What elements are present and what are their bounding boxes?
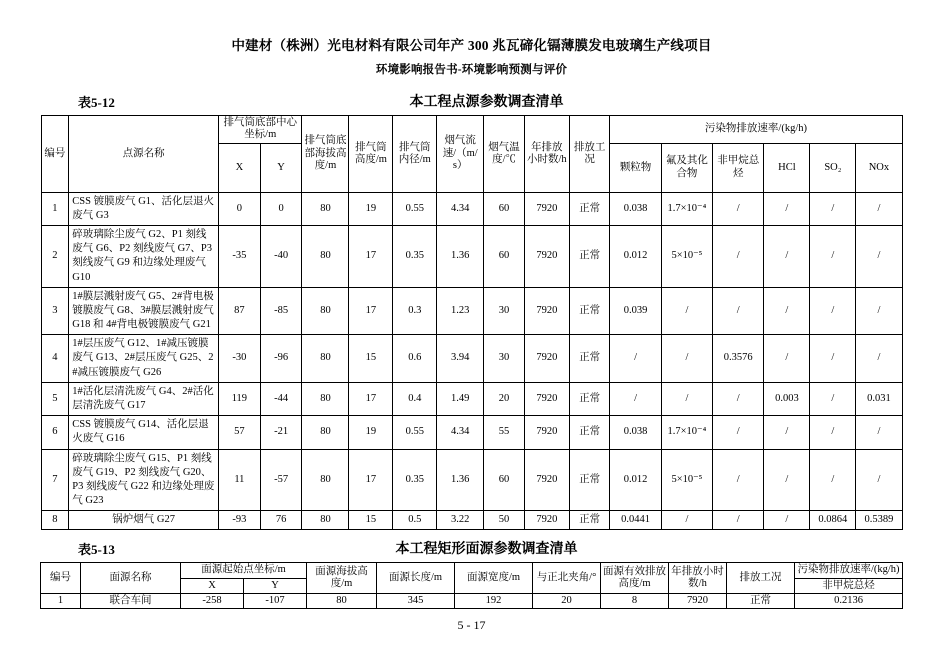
table-row <box>41 511 902 530</box>
th-so2: SO₂ <box>810 143 856 192</box>
cell-hours: 7920 <box>524 335 569 383</box>
cell-so2: / <box>810 449 856 511</box>
cell-so2: / <box>810 192 856 225</box>
page-number: 5 - 17 <box>457 618 486 632</box>
cell-condition: 正常 <box>569 287 610 335</box>
cell-altitude: 80 <box>302 287 349 335</box>
cell-index: 5 <box>41 382 69 415</box>
th2-angle: 与正北夹角/° <box>533 563 601 594</box>
cell-particles: 0.038 <box>610 192 661 225</box>
cell-nmhc: 0.3576 <box>713 335 764 383</box>
table2-caption <box>0 538 943 558</box>
cell-index: 7 <box>41 449 69 511</box>
cell-nox: / <box>856 287 902 335</box>
cell-x: -93 <box>219 511 261 530</box>
cell-index: 8 <box>41 511 69 530</box>
cell-stack-height: 19 <box>349 416 393 449</box>
cell-hours: 7920 <box>524 226 569 288</box>
cell-so2: / <box>810 335 856 383</box>
cell-nox: / <box>856 416 902 449</box>
cell-fluoride: / <box>661 287 712 335</box>
th2-length: 面源长度/m <box>377 563 455 594</box>
cell-fluoride: / <box>661 382 712 415</box>
th-name: 点源名称 <box>69 116 219 193</box>
cell-hours: 7920 <box>524 287 569 335</box>
cell-hours: 7920 <box>524 192 569 225</box>
page-header <box>0 0 943 77</box>
cell-nmhc: / <box>713 449 764 511</box>
cell-particles: 0.038 <box>610 416 661 449</box>
cell-temperature: 30 <box>484 287 525 335</box>
cell-x: -30 <box>219 335 261 383</box>
cell-velocity: 1.36 <box>437 449 484 511</box>
cell-velocity: 1.23 <box>437 287 484 335</box>
cell2-nmhc: 0.2136 <box>795 594 903 609</box>
cell-nox: / <box>856 335 902 383</box>
cell-temperature: 60 <box>484 192 525 225</box>
cell-x: 11 <box>219 449 261 511</box>
table1-title: 本工程点源参数调查清单 <box>409 95 564 110</box>
table2-body <box>41 594 903 609</box>
table-row <box>41 192 902 225</box>
cell-altitude: 80 <box>302 449 349 511</box>
cell-stack-diameter: 0.5 <box>393 511 437 530</box>
th-hcl: HCl <box>764 143 810 192</box>
cell2-x: -258 <box>181 594 244 609</box>
cell-particles: / <box>610 335 661 383</box>
cell-velocity: 3.22 <box>437 511 484 530</box>
cell-x: -35 <box>219 226 261 288</box>
cell-index: 6 <box>41 416 69 449</box>
cell-velocity: 4.34 <box>437 416 484 449</box>
cell-condition: 正常 <box>569 192 610 225</box>
cell-name: 锅炉烟气 G27 <box>69 511 219 530</box>
table-row <box>41 287 902 335</box>
cell-hcl: / <box>764 226 810 288</box>
th-coord-group: 排气筒底部中心坐标/m <box>219 116 302 144</box>
cell2-altitude: 80 <box>307 594 377 609</box>
th2-rate-group: 污染物排放速率/(kg/h) <box>795 563 903 578</box>
cell-stack-diameter: 0.6 <box>393 335 437 383</box>
cell-condition: 正常 <box>569 416 610 449</box>
cell-fluoride: / <box>661 511 712 530</box>
cell-particles: 0.039 <box>610 287 661 335</box>
cell-condition: 正常 <box>569 449 610 511</box>
cell-nmhc: / <box>713 511 764 530</box>
th-altitude: 排气筒底部海拔高度/m <box>302 116 349 193</box>
th2-width: 面源宽度/m <box>455 563 533 594</box>
cell-y: -57 <box>260 449 302 511</box>
cell-condition: 正常 <box>569 382 610 415</box>
cell-altitude: 80 <box>302 416 349 449</box>
cell-name: 碎玻璃除尘废气 G15、P1 刻线废气 G19、P2 刻线废气 G20、P3 刻线废气 G22 和边缘处理废气 G23 <box>69 449 219 511</box>
th2-eff-height: 面源有效排放高度/m <box>601 563 669 594</box>
cell-condition: 正常 <box>569 226 610 288</box>
cell-name: CSS 镀膜废气 G1、活化层退火废气 G3 <box>69 192 219 225</box>
cell-temperature: 20 <box>484 382 525 415</box>
cell-nox: / <box>856 226 902 288</box>
cell-hours: 7920 <box>524 449 569 511</box>
table2-title: 本工程矩形面源参数调查清单 <box>395 542 578 558</box>
cell-x: 87 <box>219 287 261 335</box>
cell-name: CSS 镀膜废气 G14、活化层退火废气 G16 <box>69 416 219 449</box>
cell-temperature: 60 <box>484 226 525 288</box>
cell-fluoride: 1.7×10⁻⁴ <box>661 192 712 225</box>
cell-stack-diameter: 0.55 <box>393 416 437 449</box>
cell-hours: 7920 <box>524 511 569 530</box>
cell-y: 76 <box>260 511 302 530</box>
cell-so2: / <box>810 382 856 415</box>
table1-number: 表5-12 <box>78 95 115 110</box>
cell-stack-diameter: 0.35 <box>393 226 437 288</box>
cell-name: 1#活化层清洗废气 G4、2#活化层清洗废气 G17 <box>69 382 219 415</box>
th2-condition: 排放工况 <box>727 563 795 594</box>
cell2-index: 1 <box>41 594 81 609</box>
cell-fluoride: / <box>661 335 712 383</box>
cell-condition: 正常 <box>569 511 610 530</box>
th2-index: 编号 <box>41 563 81 594</box>
cell-nmhc: / <box>713 226 764 288</box>
cell-index: 3 <box>41 287 69 335</box>
cell-fluoride: 5×10⁻⁵ <box>661 449 712 511</box>
cell-stack-height: 17 <box>349 382 393 415</box>
cell-name: 1#层压废气 G12、1#减压镀膜废气 G13、2#层压废气 G25、2#减压镀膜废气 G26 <box>69 335 219 383</box>
cell-altitude: 80 <box>302 192 349 225</box>
cell2-angle: 20 <box>533 594 601 609</box>
th2-altitude: 面源海拔高度/m <box>307 563 377 594</box>
area-source-table <box>40 562 903 609</box>
table1-caption <box>0 91 943 111</box>
cell-stack-height: 15 <box>349 511 393 530</box>
table2-number: 表5-13 <box>78 542 115 558</box>
cell-stack-height: 19 <box>349 192 393 225</box>
th-coord-y: Y <box>260 143 302 192</box>
table-row <box>41 416 902 449</box>
cell2-hours: 7920 <box>669 594 727 609</box>
cell-nmhc: / <box>713 287 764 335</box>
th2-coord-group: 面源起始点坐标/m <box>181 563 307 578</box>
th-stack-diameter: 排气筒内径/m <box>393 116 437 193</box>
cell-stack-diameter: 0.3 <box>393 287 437 335</box>
cell2-y: -107 <box>244 594 307 609</box>
cell-velocity: 1.49 <box>437 382 484 415</box>
cell-hcl: / <box>764 449 810 511</box>
table-row <box>41 335 902 383</box>
cell-particles: 0.0441 <box>610 511 661 530</box>
table-row <box>41 382 902 415</box>
cell2-name: 联合车间 <box>81 594 181 609</box>
cell-hcl: / <box>764 335 810 383</box>
cell-stack-height: 15 <box>349 335 393 383</box>
cell-index: 2 <box>41 226 69 288</box>
cell-nox: 0.031 <box>856 382 902 415</box>
th2-hours: 年排放小时数/h <box>669 563 727 594</box>
cell-particles: 0.012 <box>610 449 661 511</box>
th2-name: 面源名称 <box>81 563 181 594</box>
cell-index: 4 <box>41 335 69 383</box>
cell-fluoride: 5×10⁻⁵ <box>661 226 712 288</box>
cell-particles: / <box>610 382 661 415</box>
cell-temperature: 50 <box>484 511 525 530</box>
cell-stack-diameter: 0.35 <box>393 449 437 511</box>
cell-hcl: / <box>764 192 810 225</box>
cell2-condition: 正常 <box>727 594 795 609</box>
cell-hcl: / <box>764 511 810 530</box>
cell-stack-diameter: 0.55 <box>393 192 437 225</box>
th-nox: NOx <box>856 143 902 192</box>
cell2-length: 345 <box>377 594 455 609</box>
cell-x: 0 <box>219 192 261 225</box>
cell-y: 0 <box>260 192 302 225</box>
cell-nmhc: / <box>713 416 764 449</box>
cell-particles: 0.012 <box>610 226 661 288</box>
cell-so2: / <box>810 226 856 288</box>
table1-header-row-1 <box>41 116 902 144</box>
header-line-2: 环境影响报告书-环境影响预测与评价 <box>375 64 568 76</box>
cell-stack-height: 17 <box>349 449 393 511</box>
cell-hours: 7920 <box>524 382 569 415</box>
cell-velocity: 1.36 <box>437 226 484 288</box>
point-source-table <box>41 115 903 530</box>
cell-name: 1#膜层溅射废气 G5、2#背电极镀膜废气 G8、3#膜层溅射废气 G18 和 4#背电极镀膜废气 G21 <box>69 287 219 335</box>
cell-temperature: 60 <box>484 449 525 511</box>
th-fluoride: 氟及其化合物 <box>661 143 712 192</box>
cell-stack-height: 17 <box>349 287 393 335</box>
cell-hcl: / <box>764 416 810 449</box>
th-index: 编号 <box>41 116 69 193</box>
cell-condition: 正常 <box>569 335 610 383</box>
cell-altitude: 80 <box>302 335 349 383</box>
table-row <box>41 594 903 609</box>
table2-header-row-1 <box>41 563 903 578</box>
cell-so2: 0.0864 <box>810 511 856 530</box>
header-line-1: 中建材（株洲）光电材料有限公司年产 300 兆瓦碲化镉薄膜发电玻璃生产线项目 <box>231 38 712 53</box>
th-condition: 排放工况 <box>569 116 610 193</box>
th2-nmhc: 非甲烷总烃 <box>795 578 903 593</box>
cell-x: 119 <box>219 382 261 415</box>
th-particles: 颗粒物 <box>610 143 661 192</box>
cell-so2: / <box>810 287 856 335</box>
table-row <box>41 449 902 511</box>
cell-y: -44 <box>260 382 302 415</box>
cell-index: 1 <box>41 192 69 225</box>
cell-hours: 7920 <box>524 416 569 449</box>
cell-stack-diameter: 0.4 <box>393 382 437 415</box>
cell2-eff-height: 8 <box>601 594 669 609</box>
th-temperature: 烟气温度/℃ <box>484 116 525 193</box>
th-nmhc: 非甲烷总烃 <box>713 143 764 192</box>
th-pollutant-group: 污染物排放速率/(kg/h) <box>610 116 902 144</box>
cell-velocity: 4.34 <box>437 192 484 225</box>
cell-nox: 0.5389 <box>856 511 902 530</box>
th2-coord-y: Y <box>244 578 307 593</box>
cell-hcl: 0.003 <box>764 382 810 415</box>
cell-temperature: 55 <box>484 416 525 449</box>
cell-altitude: 80 <box>302 226 349 288</box>
cell-y: -40 <box>260 226 302 288</box>
table1-body <box>41 192 902 530</box>
cell-nmhc: / <box>713 192 764 225</box>
cell2-width: 192 <box>455 594 533 609</box>
cell-y: -21 <box>260 416 302 449</box>
cell-fluoride: 1.7×10⁻⁴ <box>661 416 712 449</box>
th-hours: 年排放小时数/h <box>524 116 569 193</box>
th2-coord-x: X <box>181 578 244 593</box>
cell-velocity: 3.94 <box>437 335 484 383</box>
cell-altitude: 80 <box>302 511 349 530</box>
cell-altitude: 80 <box>302 382 349 415</box>
cell-temperature: 30 <box>484 335 525 383</box>
cell-nox: / <box>856 192 902 225</box>
th-coord-x: X <box>219 143 261 192</box>
cell-nox: / <box>856 449 902 511</box>
table-row <box>41 226 902 288</box>
cell-so2: / <box>810 416 856 449</box>
cell-hcl: / <box>764 287 810 335</box>
cell-nmhc: / <box>713 382 764 415</box>
th-stack-height: 排气筒高度/m <box>349 116 393 193</box>
th-velocity: 烟气流速/（m/s） <box>437 116 484 193</box>
cell-stack-height: 17 <box>349 226 393 288</box>
cell-y: -96 <box>260 335 302 383</box>
cell-name: 碎玻璃除尘废气 G2、P1 刻线废气 G6、P2 刻线废气 G7、P3 刻线废气 G9 和边缘处理废气 G10 <box>69 226 219 288</box>
cell-x: 57 <box>219 416 261 449</box>
cell-y: -85 <box>260 287 302 335</box>
